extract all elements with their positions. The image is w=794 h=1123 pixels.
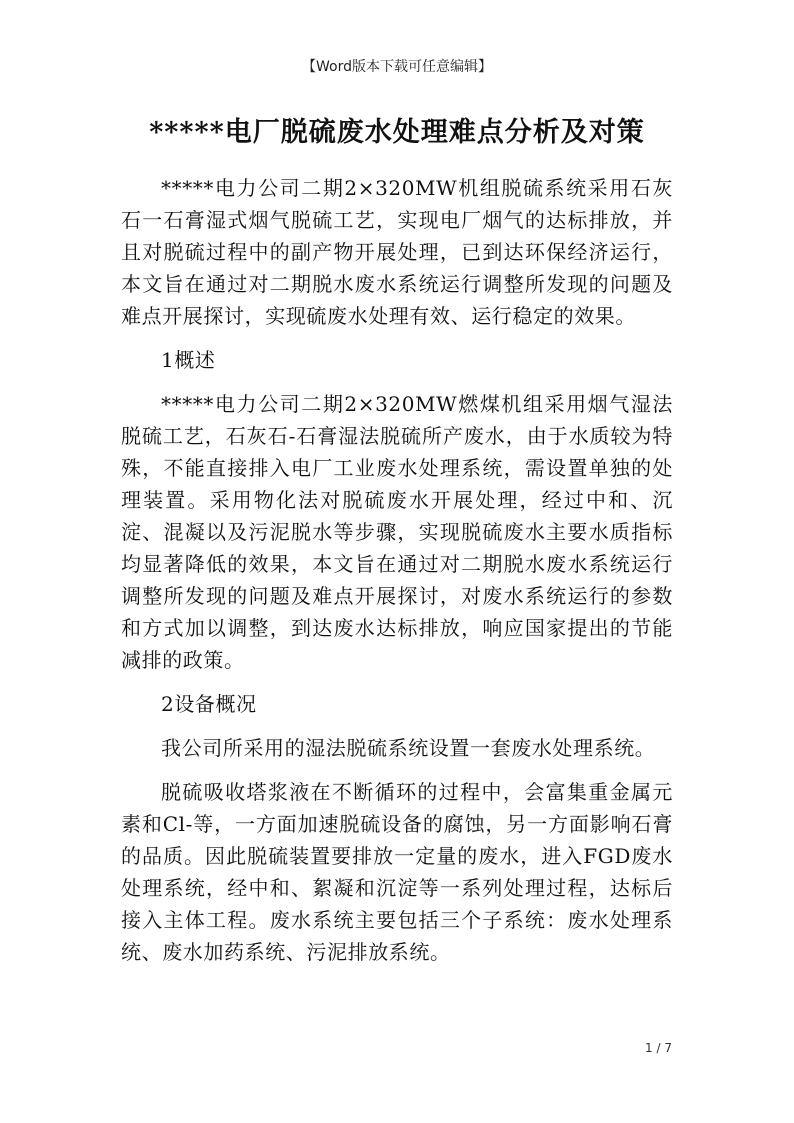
download-note: 【Word版本下载可任意编辑】 bbox=[302, 59, 492, 75]
overview-paragraph: *****电力公司二期2×320MW燃煤机组采用烟气湿法脱硫工艺，石灰石-石膏湿法脱硫所产废水，由于水质较为特殊，不能直接排入电厂工业废水处理系统，需设置单独的处理装置。采用物化法对脱硫废水开展处理，经过中和、沉淀、混凝以及污泥脱水等步骤，实现脱硫废水主要水质指标均显著降低的效果，本文旨在通过对二期脱水废水系统运行调整所发现的问题及难点开展探讨，对废水系统运行的参数和方式加以调整，到达废水达标排放，响应国家提出的节能减排的政策。 bbox=[121, 392, 673, 672]
section-heading-equipment: 2设备概况 bbox=[161, 692, 257, 716]
document-body bbox=[121, 172, 673, 968]
equipment-paragraph-2: 脱硫吸收塔浆液在不断循环的过程中，会富集重金属元素和Cl-等，一方面加速脱硫设备的腐蚀，另一方面影响石膏的品质。因此脱硫装置要排放一定量的废水，进入FGD废水处理系统，经中和、絮凝和沉淀等一系列处理过程，达标后接入主体工程。废水系统主要包括三个子系统：废水处理系统、废水加药系统、污泥排放系统。 bbox=[121, 780, 673, 964]
section-heading-overview: 1概述 bbox=[161, 348, 216, 372]
intro-paragraph: *****电力公司二期2×320MW机组脱硫系统采用石灰石一石膏湿式烟气脱硫工艺，实现电厂烟气的达标排放，并且对脱硫过程中的副产物开展处理，已到达环保经济运行，本文旨在通过对二期脱水废水系统运行调整所发现的问题及难点开展探讨，实现硫废水处理有效、运行稳定的效果。 bbox=[121, 176, 673, 328]
page-number: 1 / 7 bbox=[645, 1041, 672, 1055]
document-title: *****电厂脱硫废水处理难点分析及对策 bbox=[149, 117, 645, 148]
equipment-paragraph-1: 我公司所采用的湿法脱硫系统设置一套废水处理系统。 bbox=[161, 736, 656, 760]
